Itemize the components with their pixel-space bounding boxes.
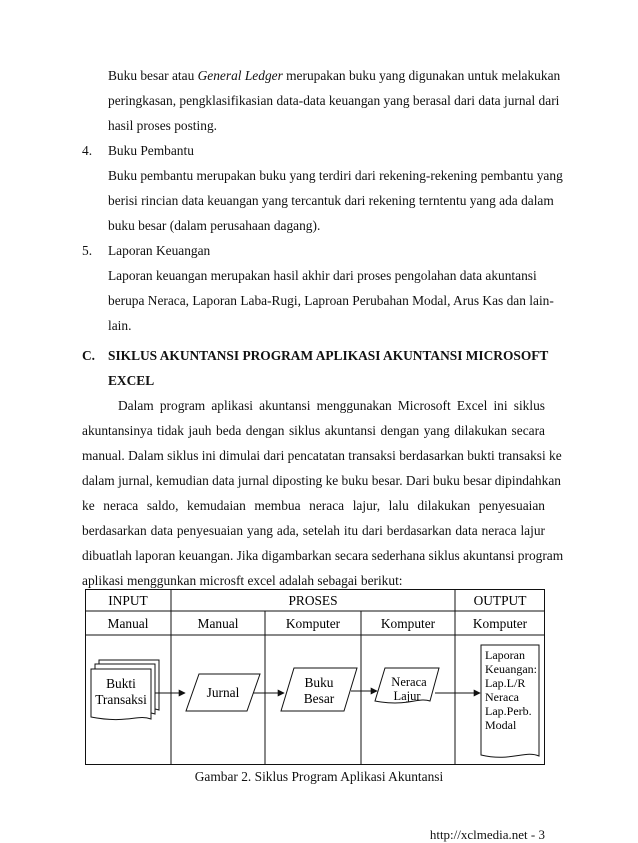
bukti-transaksi-document-shape [91,660,159,720]
section-title-1: SIKLUS AKUNTANSI PROGRAM APLIKASI AKUNTANSI MICROSOFT [108,348,549,363]
ledger-line-2: peringkasan, pengklasifikasian data-data keuangan yang berasal dari data jurnal dari [108,93,560,108]
list-title-4: Buku Pembantu [108,143,194,158]
jurnal-label: Jurnal [206,685,240,700]
mode-5: Komputer [472,616,528,631]
mode-3: Komputer [285,616,341,631]
page-footer: http://xclmedia.net - 3 [429,827,545,842]
output-line-4: Neraca [485,690,519,704]
neraca-lajur-label-2: Lajur [393,689,421,703]
mode-1: Manual [107,616,149,631]
bukti-label-1: Bukti [106,676,136,691]
list-title-5: Laporan Keuangan [108,243,211,258]
mode-2: Manual [197,616,239,631]
ledger-line-3: hasil proses posting. [108,118,217,133]
list-4-line-2: berisi rincian data keuangan yang tercantuk dari rekening terntentu yang ada dalam [108,193,554,208]
neraca-lajur-shape [375,668,439,703]
bukti-label-2: Transaksi [95,692,147,707]
section-letter: C. [82,348,96,363]
header-input: INPUT [108,593,148,608]
list-5-line-1: Laporan keuangan merupakan hasil akhir dari proses pengolahan data akuntansi [108,268,537,283]
neraca-lajur-label-1: Neraca [391,675,427,689]
body-line-7: dibuatlah laporan keuangan. Jika digambarkan secara sederhana siklus akuntansi program [82,548,564,563]
body-line-1: Dalam program aplikasi akuntansi menggunakan Microsoft Excel ini siklus [118,398,545,413]
list-number-5: 5. [82,243,93,258]
ledger-line-1 [108,68,560,84]
list-5-line-2: berupa Neraca, Laporan Laba-Rugi, Laproan Perubahan Modal, Arus Kas dan lain- [108,293,554,308]
body-line-5: ke neraca saldo, kemudaian membua neraca lajur, lalu dilakukan penyesuaian [82,498,545,513]
ledger-text-a: Buku besar atau [108,68,198,83]
buku-besar-label-2: Besar [303,691,335,706]
output-line-3: Lap.L/R [485,676,526,690]
body-line-3: manual. Dalam siklus ini dimulai dari pencatatan transaksi berdasarkan bukti transaksi ke [82,448,562,463]
buku-besar-label-1: Buku [304,675,334,690]
list-5-line-3: lain. [108,318,132,333]
body-line-2: akuntansinya tidak jauh beda dengan siklus akuntansi dengan yang dilakukan secara [82,423,545,438]
list-4-line-3: buku besar (dalam perusahaan dagang). [108,218,321,233]
output-line-5: Lap.Perb. [485,704,532,718]
list-4-line-1: Buku pembantu merupakan buku yang terdiri dari rekening-rekening pembantu yang [108,168,563,183]
laporan-keuangan-document-shape [481,645,539,757]
figure-caption: Gambar 2. Siklus Program Aplikasi Akuntansi [194,769,444,784]
header-proses: PROSES [288,593,338,608]
buku-besar-shape [281,668,357,711]
jurnal-shape [186,674,260,711]
ledger-italic: General Ledger [197,68,283,83]
section-title-2: EXCEL [108,373,155,388]
mode-4: Komputer [380,616,436,631]
output-line-2: Keuangan: [485,662,537,676]
ledger-text-b: merupakan buku yang digunakan untuk melakukan [282,68,561,83]
header-output: OUTPUT [473,593,527,608]
output-line-6: Modal [485,718,517,732]
list-number-4: 4. [82,143,93,158]
output-line-1: Laporan [485,648,525,662]
body-line-4: dalam jurnal, kemudian data jurnal diposting ke buku besar. Dari buku besar dipindahkan [82,473,561,488]
accounting-cycle-diagram [85,589,545,765]
body-line-8: aplikasi menggunkan microsft excel adalah sebagai berikut: [82,573,403,588]
body-line-6: berdasarkan data penyesuaian yang ada, setelah itu dari berdasarkan data neraca lajur [82,523,545,538]
